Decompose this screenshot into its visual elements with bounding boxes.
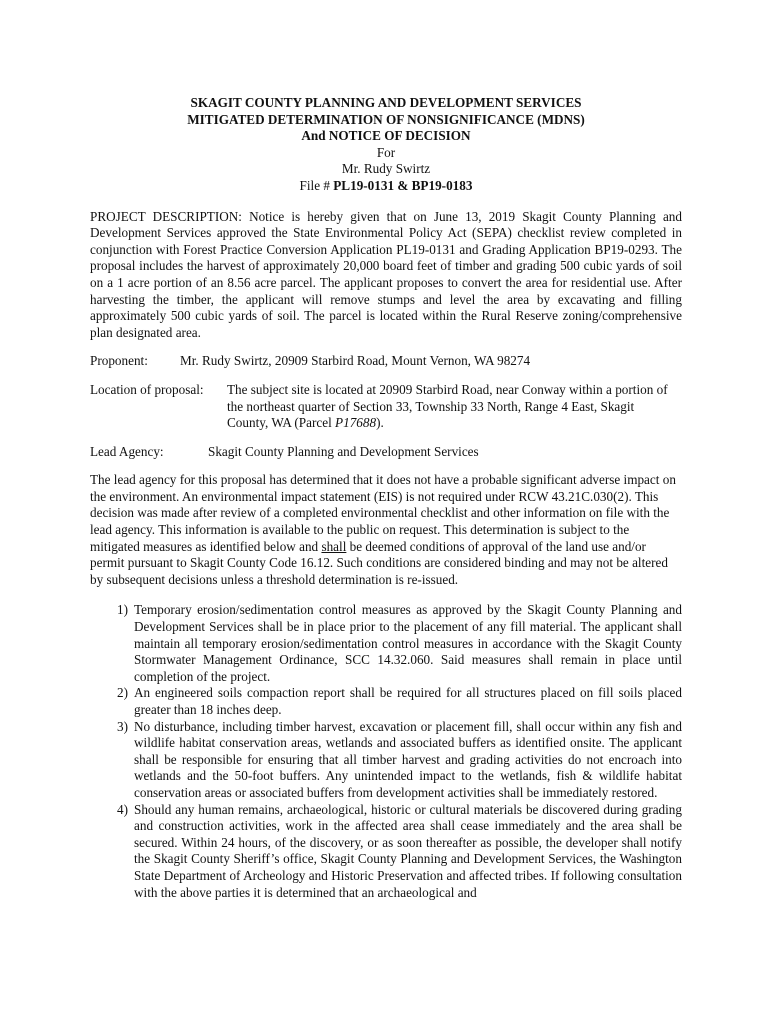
condition-item (90, 719, 682, 802)
condition-item (90, 602, 682, 685)
condition-text: An engineered soils compaction report shall be required for all structures placed on fill soils placed greater than 18 inches deep. (134, 685, 682, 717)
lead-agency-row (90, 444, 682, 461)
parcel-number: P17688 (335, 415, 377, 431)
file-prefix: File # (299, 177, 334, 193)
header-for: For (376, 144, 396, 160)
determination-paragraph (90, 472, 682, 588)
condition-text: Should any human remains, archaeological, historic or cultural materials be discovered during grading and construction activities, work in the affected area shall cease immediately and the area shall be secured. Within 24 hours, of the discovery, or as soon thereafter as possible, the developer shall notify the Skagit County Sheriff’s office, Skagit County Planning and Development Services, the Washington State Department of Archeology and Historic Preservation and affected tribes. If following consultation with the above parties it is determined that an archaeological and (134, 801, 682, 900)
lead-agency-label: Lead Agency: (90, 443, 164, 459)
determination-part-2: be deemed conditions of approval of the land use and/or permit pursuant to Skagit County Code 16.12. Such conditions are considered binding and may not be altered by subsequent decisions unless a threshold determination is re-issued. (90, 538, 668, 587)
condition-text: Temporary erosion/sedimentation control measures as approved by the Skagit County Planning and Development Services shall be in place prior to the placement of any fill material. The applicant shall maintain all temporary erosion/sedimentation control measures in accordance with the Skagit County Stormwater Management Ordinance, SCC 14.32.060. Said measures shall remain in place until completion of the project. (134, 602, 682, 684)
header-applicant: Mr. Rudy Swirtz (341, 161, 431, 177)
header-file-line (90, 178, 682, 195)
file-numbers: PL19-0131 & BP19-0183 (333, 177, 473, 193)
condition-number: 1) (117, 602, 128, 618)
conditions-list (90, 602, 682, 901)
condition-number: 2) (117, 685, 128, 701)
location-line-3-prefix: County, WA (Parcel (227, 415, 336, 431)
document-header (90, 95, 682, 195)
location-line-2: the northeast quarter of Section 33, Township 33 North, Range 4 East, Skagit (227, 398, 635, 414)
condition-text: No disturbance, including timber harvest, excavation or placement fill, shall occur within any fish and wildlife habitat conservation areas, wetlands and associated buffers as identified onsite. The applicant shall be responsible for ensuring that all timber harvest and grading activities do not encroach into wetlands and the 50-foot buffers. Any unintended impact to the wetlands, fish & wildlife habitat conservation areas or associated buffers from development activities shall be immediately restored. (134, 718, 682, 800)
proponent-row (90, 353, 682, 370)
condition-number: 4) (117, 801, 128, 817)
location-row (90, 382, 682, 432)
header-agency: SKAGIT COUNTY PLANNING AND DEVELOPMENT SERVICES (190, 95, 582, 110)
location-value (227, 382, 682, 432)
condition-item (90, 685, 682, 718)
condition-item (90, 802, 682, 902)
location-line-1: The subject site is located at 20909 Starbird Road, near Conway within a portion of (227, 381, 668, 397)
header-determination: MITIGATED DETERMINATION OF NONSIGNIFICANCE (MDNS) (187, 111, 585, 127)
determination-part-1: The lead agency for this proposal has determined that it does not have a probable significant adverse impact on the environment. An environmental impact statement (EIS) is not required under RCW 43.21C.030(2). This decision was made after review of a completed environmental checklist and other information on file with the lead agency. This information is available to the public on request. This determination is subject to the mitigated measures as identified below and (90, 472, 676, 554)
determination-shall: shall (321, 538, 347, 554)
location-label: Location of proposal: (90, 381, 204, 397)
project-description: PROJECT DESCRIPTION: Notice is hereby given that on June 13, 2019 Skagit County Planning and Development Services approved the State Environmental Policy Act (SEPA) checklist review completed in conjunction with Forest Practice Conversion Application PL19-0131 and Grading Application BP19-0293. The proposal includes the harvest of approximately 20,000 board feet of timber and grading 500 cubic yards of soil on a 1 acre portion of an 8.56 acre parcel. The applicant proposes to convert the area for residential use. After harvesting the timber, the applicant will remove stumps and level the area by excavating and filling approximately 500 cubic yards of soil. The parcel is located within the Rural Reserve zoning/comprehensive plan designated area. (90, 208, 682, 340)
proponent-label: Proponent: (90, 353, 148, 369)
condition-number: 3) (117, 718, 128, 734)
location-line-3-suffix: ). (376, 415, 384, 431)
location-line-3 (227, 415, 682, 432)
header-notice: And NOTICE OF DECISION (301, 128, 471, 144)
proponent-value: Mr. Rudy Swirtz, 20909 Starbird Road, Mount Vernon, WA 98274 (180, 353, 531, 369)
lead-agency-value: Skagit County Planning and Development Services (208, 443, 479, 459)
